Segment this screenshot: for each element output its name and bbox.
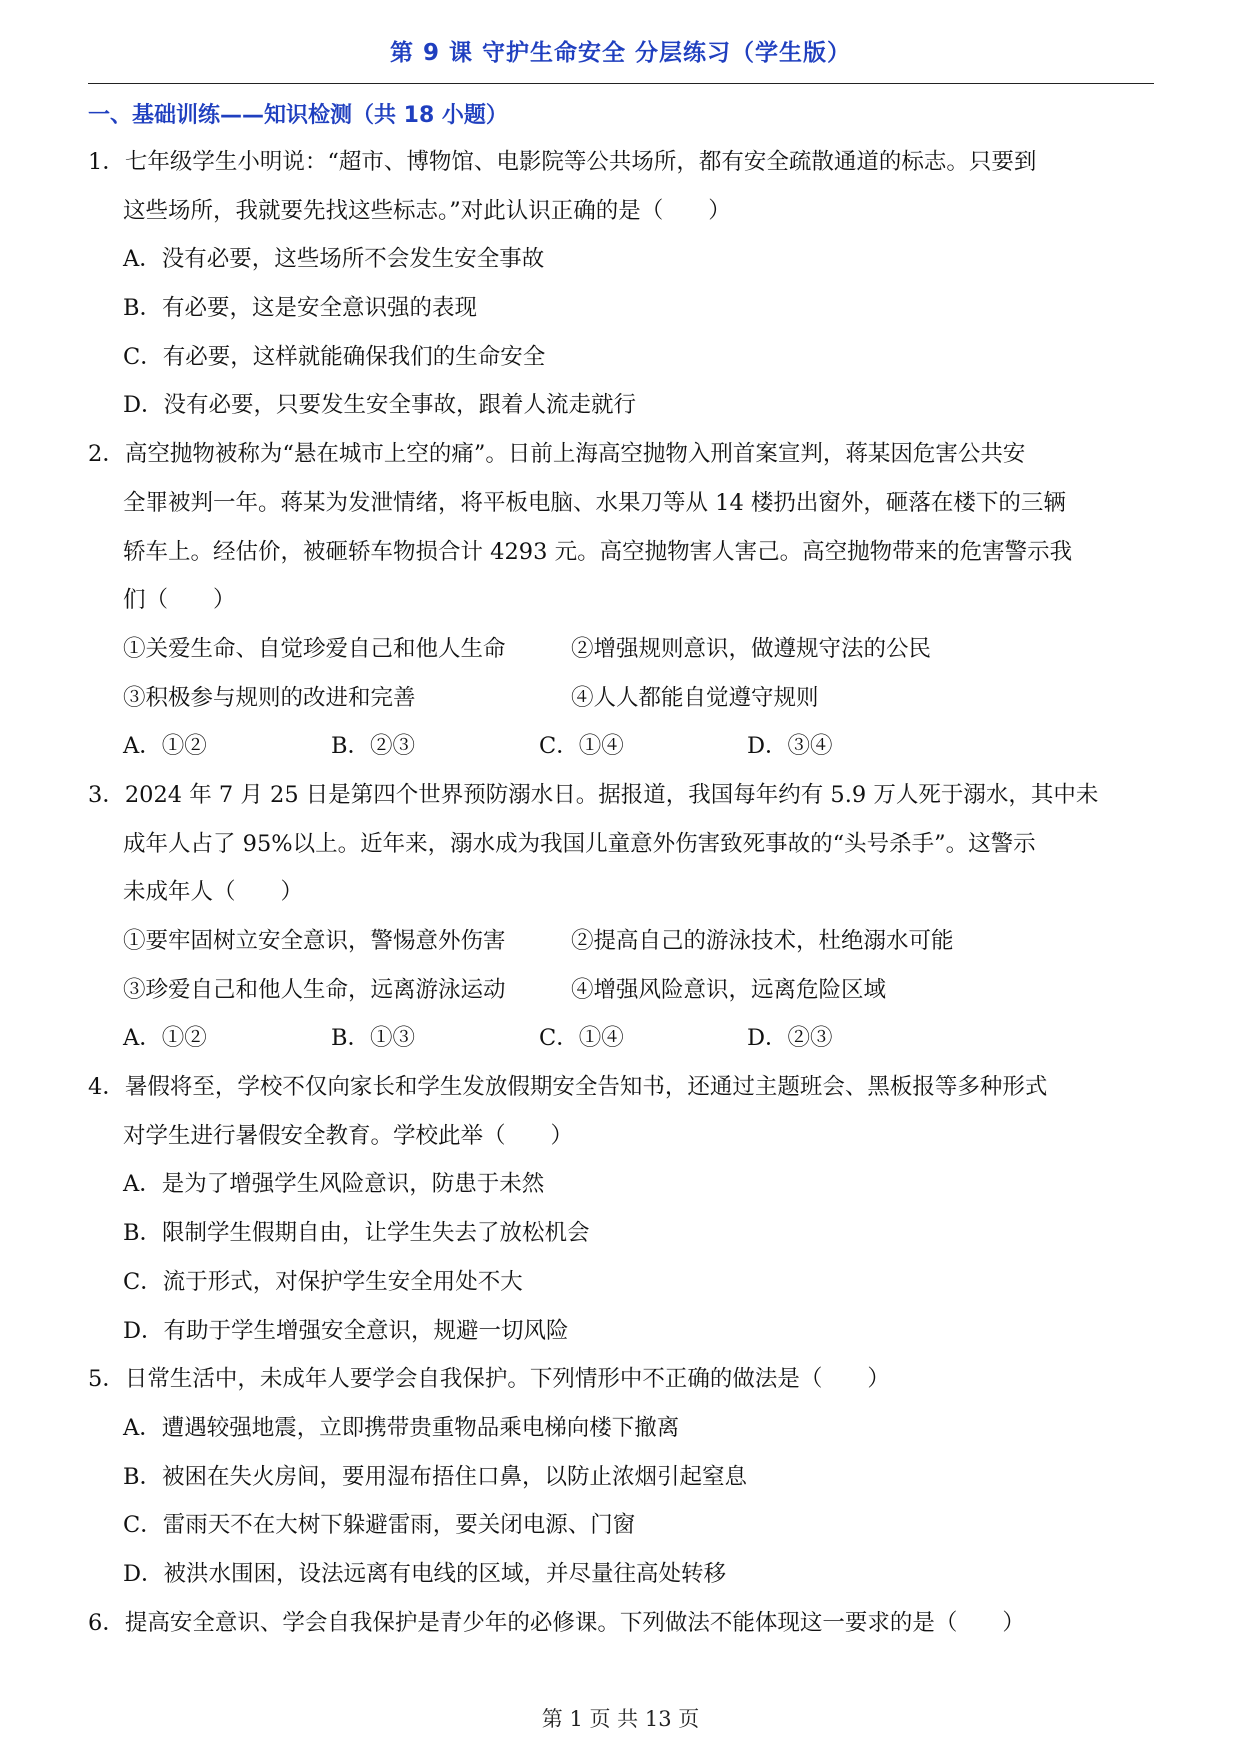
question-stem: 对学生进行暑假安全教育。学校此举（ ） (123, 1122, 574, 1149)
question-stem: 4．暑假将至，学校不仅向家长和学生发放假期安全告知书，还通过主题班会、黑板报等多种形式 (88, 1074, 1048, 1101)
statement-row (88, 917, 1158, 966)
question-stem: 们（ ） (123, 587, 236, 614)
statement-1: ①要牢固树立安全意识，警惕意外伤害 (123, 928, 506, 954)
option-d[interactable]: D．有助于学生增强安全意识，规避一切风险 (123, 1317, 569, 1344)
question-2 (88, 430, 1158, 771)
question-stem: 2．高空抛物被称为“悬在城市上空的痛”。日前上海高空抛物入刑首案宣判，蒋某因危害公共安 (88, 441, 1026, 468)
question-6 (88, 1599, 1158, 1648)
option-a[interactable]: A．①② (123, 733, 207, 760)
question-5 (88, 1355, 1158, 1598)
statement-2: ②增强规则意识，做遵规守法的公民 (571, 635, 932, 662)
title-divider (88, 83, 1154, 84)
option-a[interactable]: A．①② (123, 1025, 207, 1052)
option-a[interactable]: A．遭遇较强地震，立即携带贵重物品乘电梯向楼下撤离 (123, 1414, 680, 1441)
option-b[interactable]: B．②③ (331, 733, 416, 760)
question-stem: 1．七年级学生小明说：“超市、博物馆、电影院等公共场所，都有安全疏散通道的标志。只要到 (88, 149, 1037, 175)
page-footer: 第 1 页 共 13 页 (541, 1707, 700, 1731)
option-c[interactable]: C．①④ (539, 1025, 624, 1052)
option-d[interactable]: D．没有必要，只要发生安全事故，跟着人流走就行 (123, 392, 637, 419)
question-stem: 这些场所，我就要先找这些标志。”对此认识正确的是（ ） (123, 197, 731, 224)
option-c[interactable]: C．①④ (539, 733, 624, 760)
option-c[interactable]: C．有必要，这样就能确保我们的生命安全 (123, 343, 546, 370)
question-list (88, 138, 1158, 1647)
question-stem: 3．2024 年 7 月 25 日是第四个世界预防溺水日。据报道，我国每年约有 5.9 万人死于溺水，其中未 (88, 781, 1099, 808)
statement-row (88, 966, 1158, 1015)
statement-2: ②提高自己的游泳技术，杜绝溺水可能 (571, 928, 954, 954)
question-stem: 成年人占了 95%以上。近年来，溺水成为我国儿童意外伤害致死事故的“头号杀手”。这警示 (123, 830, 1036, 857)
option-b[interactable]: B．①③ (331, 1025, 416, 1052)
question-4 (88, 1063, 1158, 1355)
option-c[interactable]: C．雷雨天不在大树下躲避雷雨，要关闭电源、门窗 (123, 1512, 636, 1539)
question-stem: 6．提高安全意识、学会自我保护是青少年的必修课。下列做法不能体现这一要求的是（ ） (88, 1609, 1025, 1636)
question-stem: 未成年人（ ） (123, 879, 304, 906)
statement-1: ①关爱生命、自觉珍爱自己和他人生命 (123, 635, 506, 662)
document-title: 第 9 课 守护生命安全 分层练习（学生版） (389, 40, 852, 66)
section-heading: 一、基础训练——知识检测（共 18 小题） (88, 103, 508, 128)
option-a[interactable]: A．是为了增强学生风险意识，防患于未然 (123, 1171, 545, 1198)
option-d[interactable]: D．被洪水围困，设法远离有电线的区域，并尽量往高处转移 (123, 1560, 727, 1587)
option-a[interactable]: A．没有必要，这些场所不会发生安全事故 (123, 246, 545, 273)
statement-row (88, 625, 1158, 674)
question-stem: 5．日常生活中，未成年人要学会自我保护。下列情形中不正确的做法是（ ） (88, 1366, 890, 1393)
option-c[interactable]: C．流于形式，对保护学生安全用处不大 (123, 1268, 523, 1295)
options-row (88, 1014, 1158, 1063)
statement-3: ③积极参与规则的改进和完善 (123, 684, 416, 711)
option-d[interactable]: D．③④ (747, 733, 833, 760)
option-b[interactable]: B．被困在失火房间，要用湿布捂住口鼻，以防止浓烟引起窒息 (123, 1463, 748, 1490)
statement-3: ③珍爱自己和他人生命，远离游泳运动 (123, 976, 506, 1003)
question-stem: 轿车上。经估价，被砸轿车物损合计 4293 元。高空抛物害人害己。高空抛物带来的危害警示我 (123, 538, 1073, 565)
statement-row (88, 674, 1158, 723)
option-d[interactable]: D．②③ (747, 1025, 833, 1052)
question-3 (88, 771, 1158, 1063)
option-b[interactable]: B．限制学生假期自由，让学生失去了放松机会 (123, 1220, 590, 1247)
question-stem: 全罪被判一年。蒋某为发泄情绪，将平板电脑、水果刀等从 14 楼扔出窗外，砸落在楼下的三辆 (123, 489, 1066, 516)
option-b[interactable]: B．有必要，这是安全意识强的表现 (123, 295, 478, 322)
statement-4: ④增强风险意识，远离危险区域 (571, 976, 887, 1003)
question-1 (88, 138, 1158, 430)
options-row (88, 722, 1158, 771)
statement-4: ④人人都能自觉遵守规则 (571, 684, 819, 711)
